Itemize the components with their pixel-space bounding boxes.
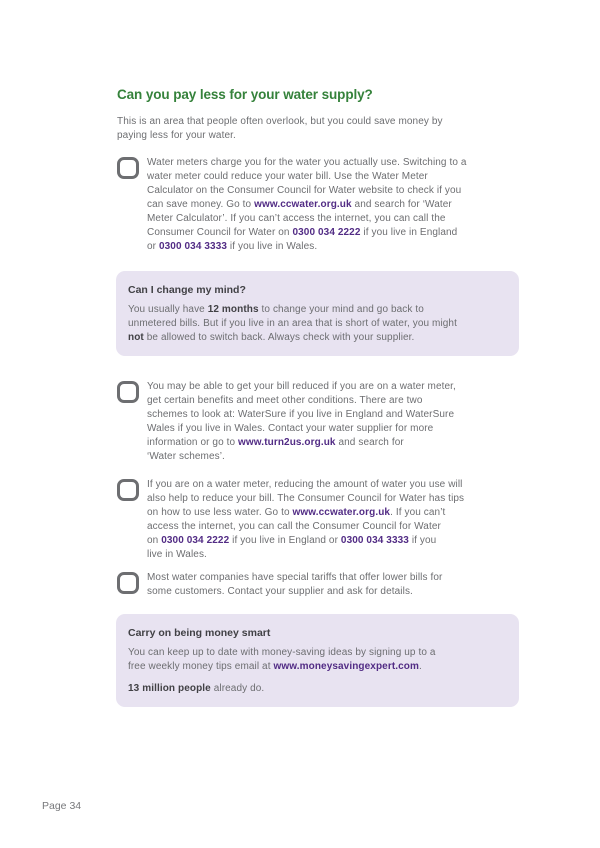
text-link[interactable]: 0300 034 2222 xyxy=(292,227,361,238)
text-link[interactable]: 0300 034 2222 xyxy=(161,535,230,546)
text-line xyxy=(147,184,519,198)
checkbox[interactable] xyxy=(117,479,139,501)
text-line xyxy=(147,198,519,212)
text-link[interactable]: 0300 034 3333 xyxy=(158,241,228,252)
callout-box-money-smart xyxy=(116,614,519,707)
checklist-item-text xyxy=(147,571,519,599)
text-line xyxy=(147,534,519,548)
text-run: Water meters charge you for the water you actually use. Switching to a xyxy=(147,157,467,168)
text-run: You may be able to get your bill reduced if you are on a water meter, xyxy=(147,381,456,392)
text-link[interactable]: www.ccwater.org.uk xyxy=(254,199,352,210)
text-run: Most water companies have special tariffs that offer lower bills for xyxy=(147,572,443,583)
text-run: ‘Water schemes’. xyxy=(147,451,225,462)
text-run: already do. xyxy=(210,683,265,694)
text-run: if you live in Wales. xyxy=(227,241,318,252)
text-line xyxy=(147,226,519,240)
callout-body xyxy=(128,646,505,674)
text-line xyxy=(117,129,527,143)
text-run: be allowed to switch back. Always check with your supplier. xyxy=(143,332,415,343)
text-line xyxy=(117,115,527,129)
text-run: not xyxy=(128,332,144,343)
checklist-item xyxy=(117,478,527,562)
text-run: If you are on a water meter, reducing the amount of water you use will xyxy=(147,479,463,490)
text-line xyxy=(128,331,505,345)
text-run: Wales if you live in Wales. Contact your water supplier for more xyxy=(147,423,434,434)
checklist-item-text xyxy=(147,478,519,562)
text-run: . If you can’t xyxy=(390,507,446,518)
callout-footer-text xyxy=(128,682,505,696)
text-line xyxy=(147,450,519,464)
text-line xyxy=(147,506,519,520)
main-column xyxy=(117,86,527,707)
checkbox[interactable] xyxy=(117,381,139,403)
text-run: some customers. Contact your supplier and ask for details. xyxy=(147,586,413,597)
text-run: This is an area that people often overlook, but you could save money by xyxy=(117,116,443,127)
text-link[interactable]: www.ccwater.org.uk xyxy=(292,507,391,518)
text-link[interactable]: 0300 034 3333 xyxy=(340,535,409,546)
text-run: information or go to xyxy=(147,437,239,448)
text-link[interactable]: www.moneysavingexpert.com xyxy=(273,661,419,672)
text-line xyxy=(147,478,519,492)
intro-paragraph xyxy=(117,115,527,143)
text-run: unmetered bills. But if you live in an area that is short of water, you might xyxy=(128,318,457,329)
text-line xyxy=(147,548,519,562)
callout-body xyxy=(128,303,505,345)
text-run: . xyxy=(419,661,422,672)
callout-title: Carry on being money smart xyxy=(128,627,271,639)
text-run: if you live in England or xyxy=(229,535,341,546)
text-line xyxy=(147,212,519,226)
text-run: to change your mind and go back to xyxy=(258,304,424,315)
callout-box-change-mind xyxy=(116,271,519,356)
checklist-item xyxy=(117,156,527,254)
text-line xyxy=(147,520,519,534)
text-run: Calculator on the Consumer Council for Water website to check if you xyxy=(147,185,462,196)
text-line xyxy=(128,660,505,674)
text-run: water meter could reduce your water bill. Use the Water Meter xyxy=(147,171,428,182)
text-run: free weekly money tips email at xyxy=(128,661,274,672)
text-run: You can keep up to date with money-saving ideas by signing up to a xyxy=(128,647,436,658)
checklist-item-text xyxy=(147,380,519,464)
text-run: if you live in England xyxy=(360,227,458,238)
text-run: 12 months xyxy=(207,304,259,315)
text-run: if you xyxy=(408,535,437,546)
checklist-item-text xyxy=(147,156,519,254)
text-line xyxy=(128,303,505,317)
text-run: Meter Calculator’. If you can’t access the internet, you can call the xyxy=(147,213,446,224)
text-line xyxy=(147,156,519,170)
text-line xyxy=(128,682,505,696)
checklist-item xyxy=(117,380,527,464)
text-line xyxy=(147,436,519,450)
text-run: schemes to look at: WaterSure if you live in England and WaterSure xyxy=(147,409,455,420)
text-run: and search for xyxy=(335,437,404,448)
text-link[interactable]: www.turn2us.org.uk xyxy=(238,437,336,448)
text-line xyxy=(147,394,519,408)
checkbox[interactable] xyxy=(117,572,139,594)
text-run: Consumer Council for Water on xyxy=(147,227,293,238)
checkbox[interactable] xyxy=(117,157,139,179)
text-line xyxy=(147,492,519,506)
text-line xyxy=(147,408,519,422)
page-title: Can you pay less for your water supply? xyxy=(117,87,373,102)
text-run: access the internet, you can call the Consumer Council for Water xyxy=(147,521,441,532)
callout-title: Can I change my mind? xyxy=(128,284,246,296)
text-run: paying less for your water. xyxy=(117,130,236,141)
checklist-item xyxy=(117,571,527,599)
text-line xyxy=(147,170,519,184)
text-run: and search for ‘Water xyxy=(351,199,452,210)
text-run: on xyxy=(147,535,162,546)
text-line xyxy=(147,422,519,436)
text-run: also help to reduce your bill. The Consumer Council for Water has tips xyxy=(147,493,465,504)
text-run: You usually have xyxy=(128,304,208,315)
text-run: get certain benefits and meet other conditions. There are two xyxy=(147,395,423,406)
page-number: Page 34 xyxy=(42,800,82,812)
text-run: live in Wales. xyxy=(147,549,207,560)
text-line xyxy=(128,317,505,331)
text-line xyxy=(128,646,505,660)
text-run: can save money. Go to xyxy=(147,199,255,210)
text-line xyxy=(147,240,519,254)
text-run: 13 million people xyxy=(128,683,211,694)
text-line xyxy=(147,571,519,585)
text-line xyxy=(147,380,519,394)
text-line xyxy=(147,585,519,599)
text-run: or xyxy=(147,241,159,252)
text-run: on how to use less water. Go to xyxy=(147,507,293,518)
